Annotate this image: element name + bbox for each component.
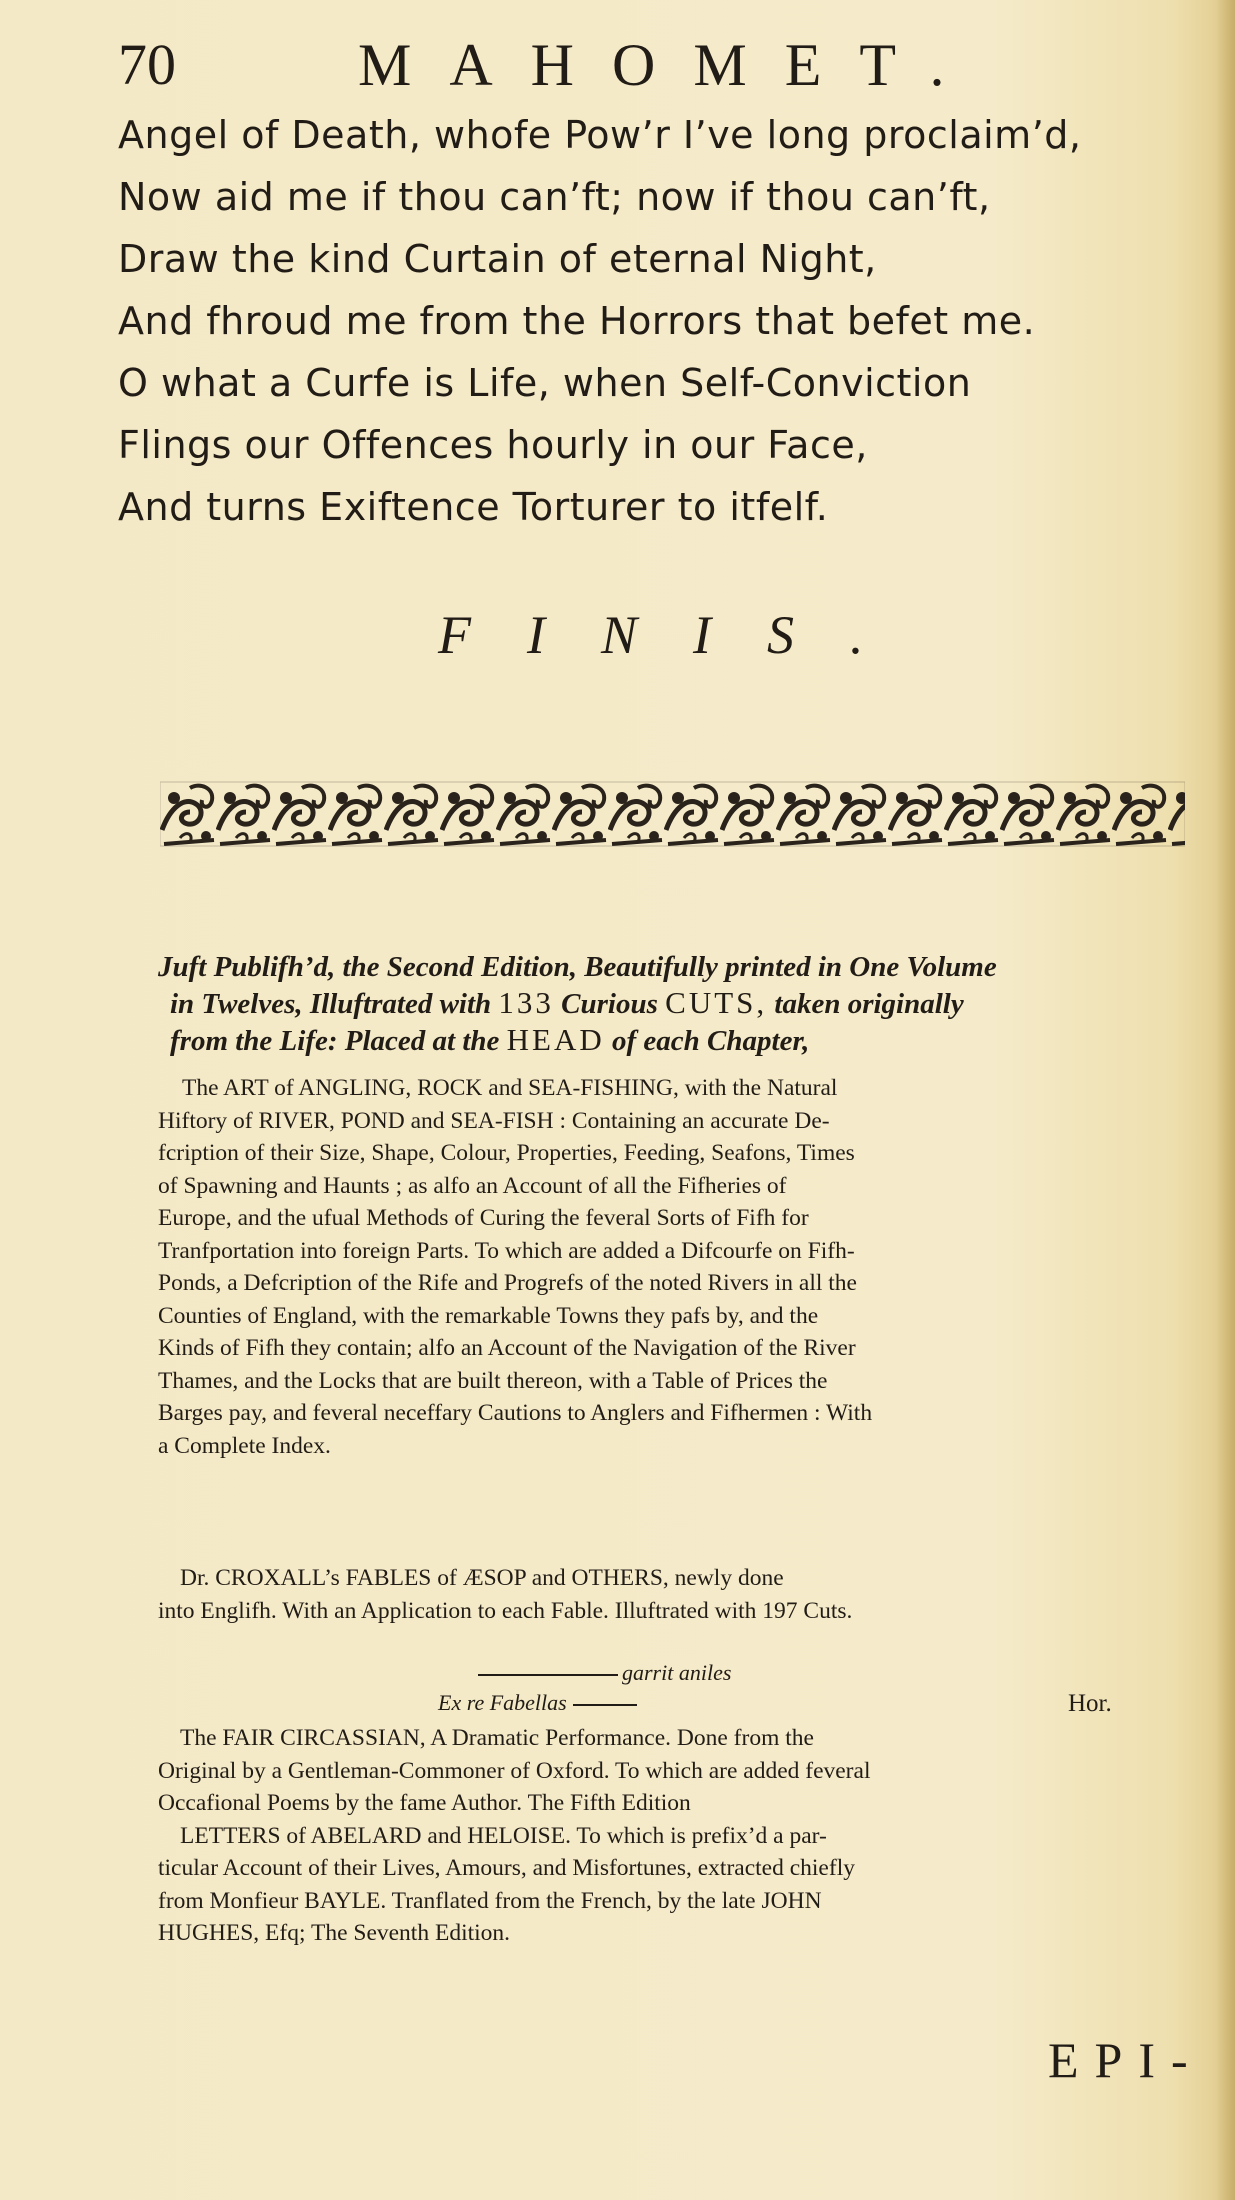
advert-title-text: in Twelves, Illuftrated with [170, 988, 492, 1020]
catchword: EPI- [1048, 2032, 1204, 2088]
advert-line: Ponds, a Defcription of the Rife and Progrefs of the noted Rivers in all the [158, 1270, 857, 1296]
advert-line: a Complete Index. [158, 1432, 331, 1459]
running-head: MAHOMET. [358, 32, 983, 98]
advert-line: Dr. CROXALL’s FABLES of ÆSOP and OTHERS, newly done [180, 1565, 784, 1591]
advert-title-text: from the Life: Placed at the [170, 1025, 500, 1057]
advert-line: The ART of ANGLING, ROCK and SEA-FISHING, with the Natural [182, 1075, 838, 1101]
poem-line: O what a Curfe is Life, when Self-Conviction [118, 361, 972, 405]
poem-line: Draw the kind Curtain of eternal Night, [118, 237, 877, 281]
poem-line: And turns Exiftence Torturer to itfelf. [118, 485, 829, 529]
advert-line: into Englifh. With an Application to each Fable. Illuftrated with 197 Cuts. [158, 1597, 853, 1624]
advert-line: Counties of England, with the remarkable Towns they pafs by, and the [158, 1302, 819, 1329]
advert-line: HUGHES, Efq; The Seventh Edition. [158, 1920, 511, 1946]
advert-line: Europe, and the ufual Methods of Curing the feveral Sorts of Fifh for [158, 1205, 809, 1231]
advert-line: ticular Account of their Lives, Amours, and Misfortunes, extracted chiefly [158, 1855, 855, 1881]
motto-line [478, 1660, 731, 1686]
poem-line: Flings our Offences hourly in our Face, [118, 423, 868, 467]
advert-title-line [158, 1022, 1188, 1059]
advert-title [158, 950, 1188, 1059]
advert-title-text: of each Chapter, [612, 1025, 810, 1057]
advert-line: Tranfportation into foreign Parts. To which are added a Difcourfe on Fifh- [158, 1237, 855, 1264]
advert-line: fcription of their Size, Shape, Colour, Properties, Feeding, Seafons, Times [158, 1140, 855, 1166]
head-word: HEAD [506, 1022, 605, 1057]
finis-heading: FINIS. [438, 605, 920, 665]
advert-line: Barges pay, and feveral neceffary Cautions to Anglers and Fifhermen : With [158, 1400, 873, 1426]
advert-line: Thames, and the Locks that are built thereon, with a Table of Prices the [158, 1367, 828, 1394]
advert-title-line [158, 985, 1188, 1022]
advert-line: The FAIR CIRCASSIAN, A Dramatic Performance. Done from the [180, 1725, 814, 1751]
advert-line: Hiftory of RIVER, POND and SEA-FISH : Containing an accurate De- [158, 1107, 830, 1134]
advert-line: Original by a Gentleman-Commoner of Oxford. To which are added feveral [158, 1757, 871, 1784]
decorative-ornament-band [160, 778, 1185, 850]
rule-divider [573, 1704, 637, 1706]
poem-line: Angel of Death, whofe Pow’r I’ve long proclaim’d, [118, 113, 1082, 157]
cut-count: 133 [498, 985, 554, 1020]
other-adverts [158, 1722, 870, 1950]
poem-verse [118, 104, 1168, 538]
advert-line: of Spawning and Haunts ; as alfo an Account of all the Fifheries of [158, 1172, 787, 1199]
advert-line: Kinds of Fifh they contain; alfo an Account of the Navigation of the River [158, 1335, 856, 1361]
advert-line: from Monfieur BAYLE. Tranflated from the French, by the late JOHN [158, 1887, 822, 1914]
latin-motto [158, 1660, 1198, 1724]
page-number: 70 [118, 32, 176, 97]
angling-advert [158, 1072, 872, 1462]
advert-line: Occafional Poems by the fame Author. The Fifth Edition [158, 1790, 691, 1816]
cuts-word: CUTS, [665, 985, 768, 1020]
motto-attribution: Hor. [1068, 1690, 1112, 1717]
rule-divider [478, 1674, 618, 1676]
advert-title-text: taken originally [774, 988, 964, 1020]
poem-line: Now aid me if thou can’ft; now if thou can’ft, [118, 175, 991, 219]
page-header [118, 22, 1118, 102]
ornament-icon [160, 778, 1185, 850]
motto-line [438, 1690, 1112, 1717]
advert-title-text: Curious [561, 988, 658, 1020]
page-edge-shadow [1215, 0, 1235, 2200]
advert-title-line: Juft Publifh’d, the Second Edition, Beautifully printed in One Volume [158, 951, 997, 983]
croxall-advert [158, 1562, 852, 1627]
motto-text: Ex re Fabellas [438, 1690, 567, 1715]
advert-line: LETTERS of ABELARD and HELOISE. To which is prefix’d a par- [180, 1822, 827, 1849]
poem-line: And fhroud me from the Horrors that befet me. [118, 299, 1036, 343]
motto-text: garrit aniles [622, 1660, 732, 1685]
